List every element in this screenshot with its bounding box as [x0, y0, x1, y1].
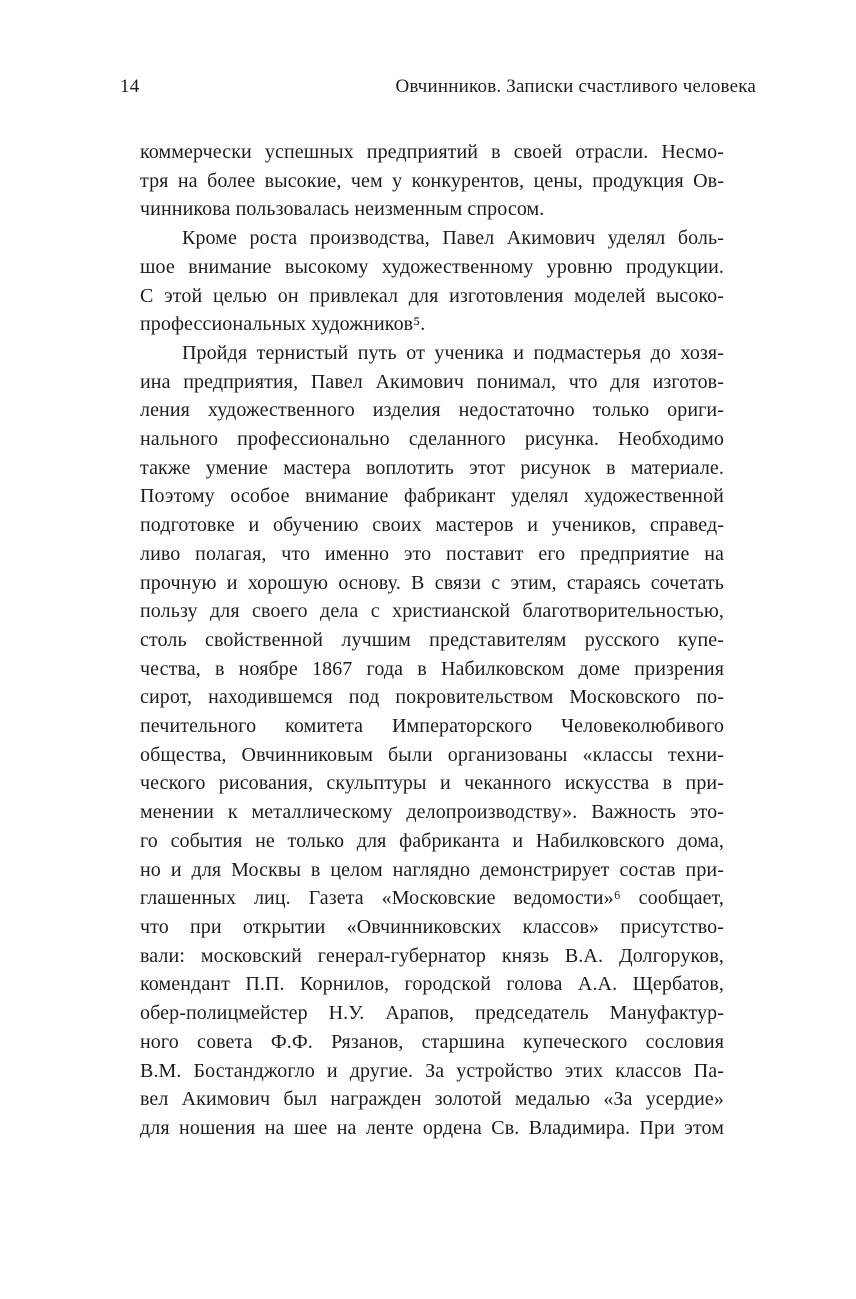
text-line: ческого рисования, скульптуры и чеканного искусства в при-: [140, 772, 724, 795]
text-line: печительного комитета Императорского Человеколюбивого: [140, 715, 724, 738]
text-line: чинникова пользовалась неизменным спросом.: [140, 198, 545, 221]
paragraph: [140, 339, 724, 1143]
text-line: вел Акимович был награжден золотой медалью «За усердие»: [140, 1088, 724, 1111]
text-line: для ношения на шее на ленте ордена Св. Владимира. При этом: [140, 1116, 724, 1139]
paragraph: [140, 138, 724, 224]
page-number: 14: [120, 76, 140, 97]
text-line: также умение мастера воплотить этот рисунок в материале.: [140, 456, 724, 479]
text-block: [140, 138, 724, 1143]
running-header: [120, 76, 756, 98]
text-line: ина предприятия, Павел Акимович понимал, что для изготов-: [140, 370, 724, 393]
text-line: прочную и хорошую основу. В связи с этим, стараясь сочетать: [140, 571, 724, 594]
text-line: тря на более высокие, чем у конкурентов, цены, продукция Ов-: [140, 169, 724, 192]
text-line: подготовке и обучению своих мастеров и учеников, справед-: [140, 514, 724, 537]
text-line: пользу для своего дела с христианской благотворительностью,: [140, 600, 724, 623]
paragraph: [140, 224, 724, 339]
text-line: столь свойственной лучшим представителям русского купе-: [140, 628, 724, 651]
text-line: го события не только для фабриканта и Набилковского дома,: [140, 829, 724, 852]
text-line: но и для Москвы в целом наглядно демонстрирует состав при-: [140, 858, 724, 881]
text-line: нального профессионально сделанного рисунка. Необходимо: [140, 428, 724, 451]
text-line: вали: московский генерал-губернатор князь В.А. Долгоруков,: [140, 944, 724, 967]
text-line: менении к металлическому делопроизводству». Важность это-: [140, 801, 724, 824]
text-line: коммерчески успешных предприятий в своей отрасли. Несмо-: [140, 141, 724, 163]
text-line: сирот, находившемся под покровительством Московского по-: [140, 686, 724, 709]
text-line: С этой целью он привлекал для изготовления моделей высоко-: [140, 284, 724, 307]
text-line: чества, в ноябре 1867 года в Набилковском доме призрения: [140, 657, 724, 680]
text-line: обер-полицмейстер Н.У. Арапов, председатель Мануфактур-: [140, 1002, 724, 1025]
text-line: шое внимание высокому художественному уровню продукции.: [140, 255, 724, 278]
text-line: ливо полагая, что именно это поставит его предприятие на: [140, 542, 724, 565]
text-line: Поэтому особое внимание фабрикант уделял художественной: [140, 485, 724, 508]
text-line: комендант П.П. Корнилов, городской голова А.А. Щербатов,: [140, 973, 724, 996]
text-line: профессиональных художников⁵.: [140, 313, 426, 336]
text-line: ного совета Ф.Ф. Рязанов, старшина купеческого сословия: [140, 1030, 724, 1053]
text-line: общества, Овчинниковым были организованы «классы техни-: [140, 743, 724, 766]
running-title: Овчинников. Записки счастливого человека: [395, 76, 756, 97]
text-line: что при открытии «Овчинниковских классов» присутство-: [140, 915, 724, 938]
text-line: В.М. Бостанджогло и другие. За устройство этих классов Па-: [140, 1059, 724, 1082]
text-line: глашенных лиц. Газета «Московские ведомости»⁶ сообщает,: [140, 887, 724, 910]
text-line: ления художественного изделия недостаточно только ориги-: [140, 399, 724, 422]
text-line: Пройдя тернистый путь от ученика и подмастерья до хозя-: [182, 341, 724, 364]
text-line: Кроме роста производства, Павел Акимович уделял боль-: [182, 227, 724, 250]
